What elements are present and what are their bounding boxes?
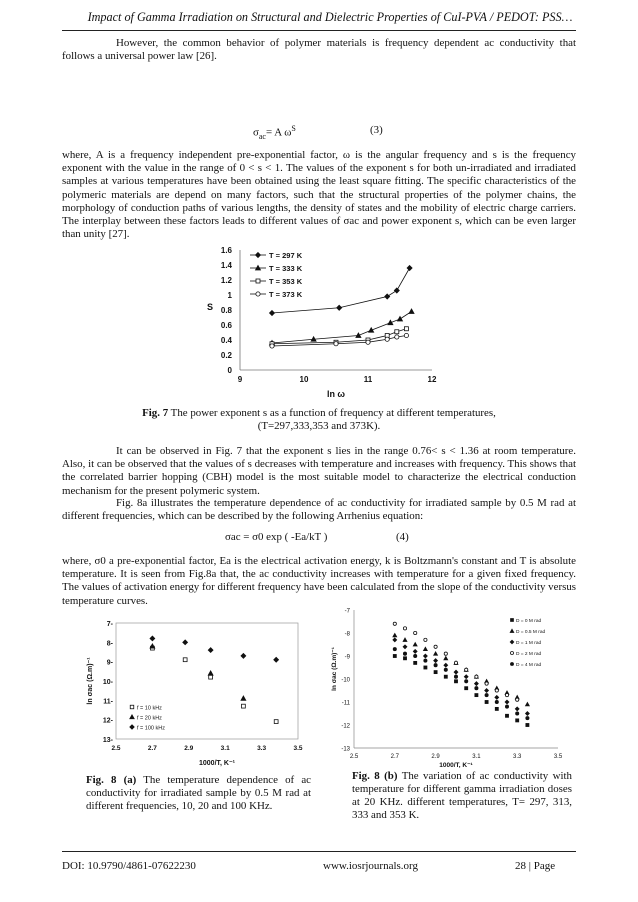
fig8a-x-tick-label: 3.5: [293, 745, 303, 752]
fig8b-legend-label: D = 0.5 M rad: [516, 630, 546, 635]
fig7-data-point: [385, 294, 390, 299]
fig8b-data-point: [434, 659, 438, 663]
fig8b-y-tick-label: -13: [341, 746, 350, 753]
fig8b-data-point: [424, 666, 427, 669]
fig8b-data-point: [444, 656, 448, 659]
fig8b-y-tick-label: -9: [344, 654, 350, 661]
fig7-legend-label: T = 353 K: [269, 277, 303, 286]
fig8b-data-point: [505, 705, 508, 708]
fig8b-data-point: [495, 700, 498, 703]
footer-rule: [62, 851, 576, 852]
fig8b-data-point: [434, 664, 437, 667]
fig8b-legend-marker: [511, 619, 514, 622]
fig7-y-tick-label: 0.2: [220, 351, 232, 360]
fig8b-data-point: [434, 671, 437, 674]
fig8b-data-point: [526, 716, 529, 719]
fig8b-data-point: [413, 643, 417, 646]
fig8b-data-point: [414, 654, 417, 657]
fig7-y-tick-label: 0.8: [220, 306, 232, 315]
fig8a-y-axis-label: ln σac (Ω.m)⁻¹: [87, 657, 94, 705]
fig7-legend-marker: [256, 253, 261, 258]
fig8a-y-tick-label: 13-: [102, 737, 113, 744]
fig7-data-point: [366, 340, 370, 344]
paragraph-1: However, the common behavior of polymer materials is frequency dependent ac conductivity that follows a universal power law [26].: [62, 37, 576, 63]
fig8b-data-point: [434, 652, 438, 655]
fig8a-data-point: [241, 704, 245, 708]
fig8b-data-point: [434, 645, 437, 648]
fig8b-data-point: [403, 645, 407, 649]
fig8b-legend-marker: [510, 640, 514, 644]
fig7-data-point: [270, 344, 274, 348]
fig8b-data-point: [393, 654, 396, 657]
fig7-y-axis-label: S: [206, 302, 214, 312]
fig7-y-tick-label: 1.4: [220, 261, 232, 270]
fig8a-y-tick-label: 12-: [102, 717, 113, 725]
fig8a-y-tick-label: 11-: [103, 698, 113, 706]
fig8b-x-tick-label: 2.5: [349, 754, 359, 760]
figure-7-chart: [190, 240, 450, 402]
fig8b-x-tick-label: 3.3: [513, 754, 522, 760]
fig8b-data-point: [495, 696, 499, 700]
fig8b-data-point: [414, 631, 417, 634]
fig8b-legend-marker: [510, 629, 514, 632]
fig8a-x-axis-label: 1000/T, K⁻¹: [199, 760, 235, 767]
fig8b-data-point: [526, 712, 530, 716]
fig7-data-point: [369, 328, 374, 333]
fig7-y-tick-label: 1.6: [220, 246, 232, 255]
equation-4-number: (4): [396, 531, 409, 543]
fig8b-data-point: [505, 693, 508, 696]
equation-3-number: (3): [370, 124, 383, 136]
fig7-data-point: [407, 266, 412, 271]
fig8b-data-point: [485, 682, 488, 685]
fig8b-data-point: [424, 659, 427, 662]
fig8b-data-point: [403, 657, 406, 660]
fig8b-data-point: [403, 638, 407, 641]
fig8a-x-tick-label: 3.1: [220, 745, 230, 752]
fig7-legend-label: T = 297 K: [269, 251, 303, 260]
footer-doi: DOI: 10.9790/4861-07622230: [62, 860, 196, 872]
fig8b-data-point: [454, 670, 458, 674]
fig8a-y-tick-label: 8-: [106, 640, 113, 648]
figure-8a-caption: [86, 774, 311, 813]
fig8b-data-point: [393, 647, 396, 650]
paragraph-4: Fig. 8a illustrates the temperature dependence of ac conductivity for irradiated sample by 0.5 M rad at different frequencies, which can be described by the following Arrhenius equation:: [62, 497, 576, 523]
fig8b-data-point: [454, 680, 457, 683]
fig8b-label: Fig. 8 (b): [352, 770, 398, 782]
fig8a-y-tick-label: 10-: [102, 679, 113, 686]
fig8b-legend-label: D = 4 M rad: [516, 663, 542, 668]
eq3-sub: ac: [258, 131, 266, 141]
eq3-rhs: = A ω: [265, 126, 292, 139]
figure-8a-chart: [86, 613, 314, 773]
fig8b-data-point: [495, 707, 498, 710]
equation-3: [253, 124, 296, 141]
fig8b-data-point: [526, 702, 530, 705]
fig8a-data-point: [183, 640, 188, 645]
fig8a-y-tick-label: 7-: [106, 621, 113, 628]
fig8a-x-tick-label: 2.7: [147, 745, 157, 752]
header-rule: [62, 30, 576, 31]
fig8b-data-point: [413, 650, 417, 654]
fig8a-data-point: [208, 648, 213, 653]
fig8b-y-tick-label: -8: [344, 631, 350, 638]
fig8b-data-point: [475, 694, 478, 697]
fig8b-x-axis-label: 1000/T, K⁻¹: [439, 762, 473, 768]
fig8b-data-point: [505, 714, 508, 717]
fig8b-y-tick-label: -12: [341, 723, 350, 730]
fig7-data-point: [388, 320, 393, 325]
fig8b-data-point: [526, 723, 529, 726]
fig8b-data-point: [444, 668, 447, 671]
fig8b-x-tick-label: 2.7: [390, 754, 399, 760]
fig8a-x-tick-label: 2.9: [184, 745, 194, 752]
fig8b-y-tick-label: -10: [341, 677, 350, 684]
fig7-data-point: [334, 342, 338, 346]
fig8b-data-point: [465, 680, 468, 683]
fig8b-data-point: [393, 633, 397, 636]
fig8b-data-point: [516, 719, 519, 722]
fig7-legend-marker: [256, 279, 260, 283]
fig8b-data-point: [414, 661, 417, 664]
fig8a-data-point: [209, 675, 213, 679]
fig8a-data-point: [241, 696, 246, 700]
fig8b-data-point: [515, 707, 519, 711]
fig7-x-tick-label: 12: [427, 375, 437, 384]
fig8b-data-point: [485, 693, 488, 696]
fig8b-data-point: [464, 675, 468, 679]
eq3-lhs: σ: [253, 126, 259, 139]
paragraph-5: where, σ0 a pre-exponential factor, Ea is the electrical activation energy, k is Boltzmann's constant and T is absolute temperature. It is seen from Fig.8a that, the ac conductivity increases with temperature for a given fixed frequency. The values of activation energy for different frequency have been calculated from the slope of the conductivity versus temperature curves.: [62, 555, 576, 607]
fig7-data-point: [385, 337, 389, 341]
footer-page: 28 | Page: [515, 860, 556, 872]
fig8a-data-point: [208, 671, 213, 675]
fig8b-data-point: [475, 682, 479, 686]
fig8b-caption-text: The variation of ac conductivity with temperature for different gamma irradiation doses at 20 KHz. different temperatures, T= 297, 313, 333 and 353 K.: [352, 770, 572, 821]
fig8a-data-point: [274, 657, 279, 662]
fig8a-legend-label: f = 100 kHz: [137, 725, 165, 732]
fig8b-legend-marker: [510, 662, 513, 665]
equation-4: σac = σ0 exp ( -Ea/kT ): [225, 531, 328, 543]
fig8a-plot-frame: [116, 623, 298, 739]
fig7-data-point: [409, 309, 414, 314]
fig7-data-point: [404, 333, 408, 337]
fig7-x-tick-label: 11: [363, 375, 373, 384]
fig8b-data-point: [424, 654, 428, 658]
paragraph-3: It can be observed in Fig. 7 that the exponent s lies in the range 0.76< s < 1.36 at room temperature. Also, it can be observed that the values of s decreases with temperature and increases with frequency. This shows that the correlated barrier hopping (CBH) model is the most suitable model to characterize the electrical conduction mechanism for the present polymeric system.: [62, 445, 576, 497]
fig8a-x-tick-label: 3.3: [257, 745, 267, 752]
fig8b-data-point: [403, 652, 406, 655]
fig8b-data-point: [424, 638, 427, 641]
fig8b-data-point: [454, 661, 457, 664]
running-header: Impact of Gamma Irradiation on Structural and Dielectric Properties of CuI-PVA / PEDOT: PSS…: [87, 10, 573, 24]
fig8b-data-point: [516, 698, 519, 701]
fig8b-data-point: [495, 689, 498, 692]
fig8a-y-tick-label: 9-: [106, 659, 113, 667]
figure-8b-chart: [328, 600, 578, 768]
fig8a-data-point: [274, 720, 278, 724]
fig8a-data-point: [241, 653, 246, 658]
fig8b-x-tick-label: 3.1: [472, 754, 481, 760]
fig8b-data-point: [424, 647, 428, 650]
fig8a-legend-marker: [130, 715, 134, 719]
fig8b-y-axis-label: ln σac (Ω.m)⁻¹: [331, 647, 338, 691]
fig7-legend-marker: [256, 292, 260, 296]
fig7-data-point: [270, 311, 275, 316]
fig7-y-tick-label: 1.2: [220, 276, 232, 285]
fig8a-legend-label: f = 10 kHz: [137, 705, 162, 712]
fig8b-data-point: [505, 700, 509, 704]
fig7-y-tick-label: 0.6: [220, 321, 232, 330]
fig7-caption-line2: (T=297,333,353 and 373K).: [257, 420, 381, 432]
fig8a-legend-marker: [130, 705, 134, 709]
fig8b-data-point: [454, 675, 457, 678]
eq3-sup: S: [291, 124, 296, 133]
figure-7-caption: [62, 407, 576, 433]
fig8b-x-tick-label: 2.9: [431, 754, 440, 760]
fig8b-data-point: [475, 687, 478, 690]
fig8b-data-point: [444, 652, 447, 655]
fig8a-x-tick-label: 2.5: [111, 745, 121, 752]
fig7-caption-text: The power exponent s as a function of frequency at different temperatures,: [170, 407, 496, 419]
fig8a-data-point: [183, 658, 187, 662]
fig8b-x-tick-label: 3.5: [553, 754, 563, 760]
fig7-y-tick-label: 1: [227, 291, 232, 300]
fig7-legend-label: T = 373 K: [269, 290, 303, 299]
fig8b-data-point: [403, 627, 406, 630]
fig8b-data-point: [485, 700, 488, 703]
fig8b-data-point: [516, 712, 519, 715]
fig7-data-point: [394, 288, 399, 293]
fig7-data-point: [398, 317, 403, 322]
fig8a-legend-label: f = 20 kHz: [137, 715, 162, 722]
fig8a-data-point: [150, 636, 155, 641]
fig8b-data-point: [444, 663, 448, 667]
fig8b-data-point: [475, 675, 478, 678]
fig7-y-tick-label: 0.4: [220, 336, 232, 345]
fig8b-legend-label: D = 2 M rad: [516, 652, 542, 657]
fig7-x-tick-label: 10: [299, 375, 309, 384]
fig8b-data-point: [465, 687, 468, 690]
fig8a-label: Fig. 8 (a): [86, 774, 137, 786]
fig8b-data-point: [485, 689, 489, 693]
fig8b-legend-marker: [510, 651, 513, 654]
fig8b-legend-label: D = 1 M rad: [516, 641, 542, 646]
fig8b-y-tick-label: -7: [344, 608, 350, 615]
fig7-x-axis-label: ln ω: [326, 389, 346, 399]
footer-site: www.iosrjournals.org: [323, 860, 419, 872]
fig8a-legend-marker: [130, 725, 134, 729]
fig8a-caption-text: The temperature dependence of ac conductivity for irradiated sample by 0.5 M rad at different frequencies, 10, 20 and 100 KHz.: [86, 774, 311, 812]
fig7-data-point: [395, 335, 399, 339]
fig7-x-tick-label: 9: [237, 375, 243, 384]
fig7-data-point: [395, 330, 399, 334]
fig7-y-tick-label: 0: [227, 366, 232, 375]
fig8b-data-point: [393, 622, 396, 625]
fig8b-legend-label: D = 0 M rad: [516, 619, 542, 624]
fig8b-data-point: [465, 668, 468, 671]
fig7-data-point: [337, 305, 342, 310]
paragraph-2: where, A is a frequency independent pre-exponential factor, ω is the angular frequency and s is the frequency exponent with the value in the range of 0 < s < 1. The values of the exponent s for both un-irradiated and irradiated samples at various temperatures have been obtained using the least square fitting. The specific characteristics of the polymeric materials are depend on many factors, such that the structural properties of the polymer chains, the morphology of conduction paths of various lengths, the density of states and the mobility of electric charge carriers. The interplay between these factors leads to different values of σac and power exponent s, which can be even larger than unity [27].: [62, 149, 576, 241]
fig7-label: Fig. 7: [142, 407, 169, 419]
fig7-data-point: [404, 327, 408, 331]
figure-8b-caption: [352, 770, 572, 822]
fig7-legend-label: T = 333 K: [269, 264, 303, 273]
fig8b-data-point: [393, 638, 397, 642]
fig8b-y-tick-label: -11: [341, 700, 350, 707]
fig8b-data-point: [444, 675, 447, 678]
